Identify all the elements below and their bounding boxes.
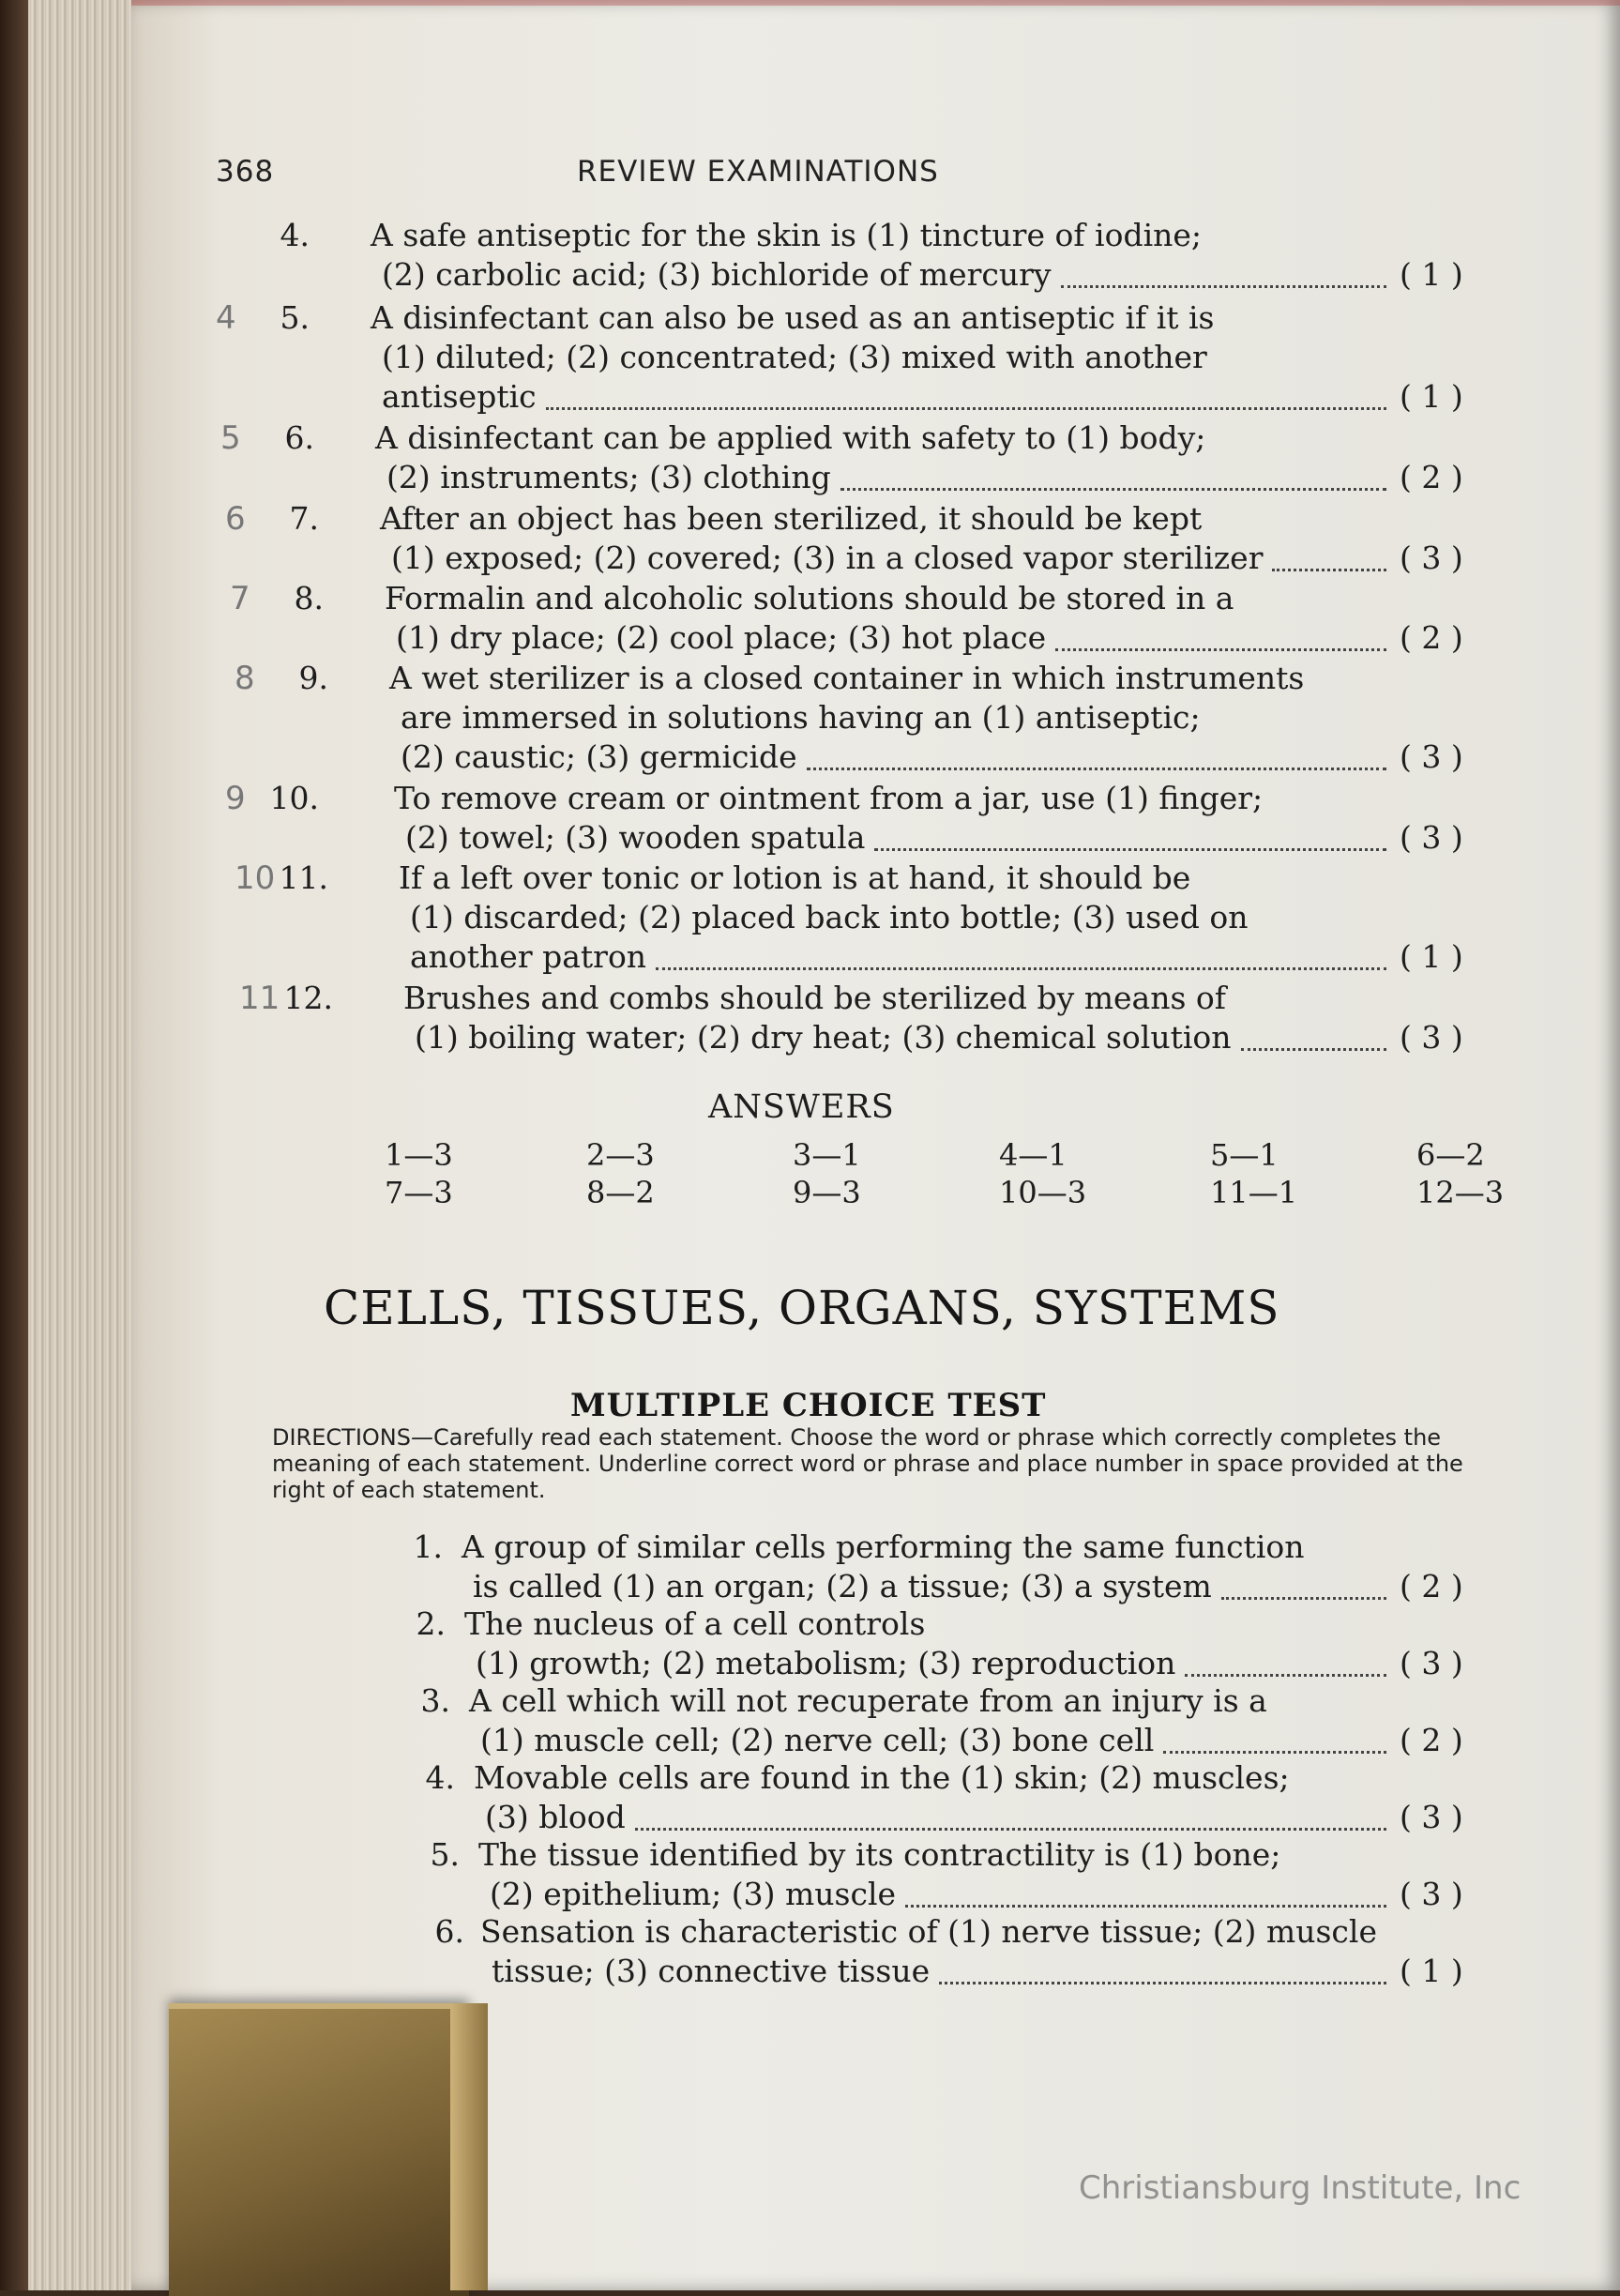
part1-question [0, 859, 1501, 977]
part1-question [0, 499, 1501, 578]
part1-question [0, 779, 1501, 858]
question-number: 4. [425, 1759, 455, 1796]
answer-key-item: 8—2 [586, 1175, 655, 1210]
book-clip-side [450, 2003, 488, 2290]
answer-key-item: 4—1 [999, 1137, 1067, 1173]
answer-blank: ( 1 ) [1400, 1953, 1463, 1989]
question-number: 5. [280, 299, 310, 336]
question-line: A disinfectant can be applied with safety to (1) body; [375, 419, 1206, 456]
answer-blank: ( 1 ) [1400, 938, 1463, 975]
leader-dots [546, 407, 1386, 410]
question-line: (2) caustic; (3) germicide [401, 738, 797, 775]
question-number: 7. [289, 500, 319, 537]
question-line: (1) discarded; (2) placed back into bottle; (3) used on [410, 899, 1249, 935]
answer-blank: ( 3 ) [1400, 738, 1463, 775]
handwritten-margin-number: 4 [216, 299, 236, 337]
question-line: Formalin and alcoholic solutions should be stored in a [385, 580, 1234, 616]
part1-question [0, 418, 1501, 497]
handwritten-margin-number: 6 [225, 500, 246, 538]
part2-question [0, 1912, 1501, 1991]
question-line: tissue; (3) connective tissue [492, 1953, 931, 1989]
part1-question [0, 579, 1501, 658]
question-line: (1) dry place; (2) cool place; (3) hot place [396, 619, 1047, 656]
question-line: (2) instruments; (3) clothing [386, 459, 831, 495]
handwritten-margin-number: 8 [235, 660, 255, 697]
question-number: 12. [283, 980, 333, 1016]
question-line: (1) exposed; (2) covered; (3) in a closed vapor sterilizer [391, 540, 1264, 576]
question-line: another patron [410, 938, 647, 975]
question-line: are immersed in solutions having an (1) antiseptic; [401, 699, 1201, 736]
question-line: (1) boiling water; (2) dry heat; (3) chemical solution [415, 1019, 1232, 1056]
answer-key-item: 11—1 [1210, 1175, 1298, 1210]
directions-text: DIRECTIONS—Carefully read each statement. Choose the word or phrase which correctly completes the meaning of each statement. Underline correct word or phrase and place number in space provided at the right of each statement. [272, 1424, 1463, 1503]
leader-dots [939, 1982, 1386, 1984]
question-line: (2) epithelium; (3) muscle [490, 1876, 897, 1912]
question-line: is called (1) an organ; (2) a tissue; (3) a system [473, 1568, 1212, 1604]
question-line: The nucleus of a cell controls [464, 1605, 926, 1642]
question-line: After an object has been sterilized, it should be kept [380, 500, 1203, 537]
answer-key-item: 7—3 [385, 1175, 453, 1210]
answer-key-item: 9—3 [793, 1175, 861, 1210]
answer-key-item: 3—1 [793, 1137, 861, 1173]
page-number: 368 [216, 155, 275, 189]
question-line: antiseptic [382, 378, 537, 415]
question-number: 6. [434, 1913, 464, 1950]
answer-key-item: 6—2 [1416, 1137, 1485, 1173]
question-line: A group of similar cells performing the same function [462, 1528, 1305, 1565]
leader-dots [656, 967, 1386, 970]
answer-blank: ( 3 ) [1400, 540, 1463, 576]
question-line: Sensation is characteristic of (1) nerve tissue; (2) muscle [480, 1913, 1377, 1950]
answer-blank: ( 1 ) [1400, 378, 1463, 415]
question-number: 8. [294, 580, 324, 616]
handwritten-margin-number: 11 [239, 980, 280, 1017]
answer-blank: ( 2 ) [1400, 619, 1463, 656]
part1-question [0, 298, 1501, 417]
answer-blank: ( 3 ) [1400, 819, 1463, 856]
answer-key-item: 5—1 [1210, 1137, 1279, 1173]
question-line: Brushes and combs should be sterilized by means of [403, 980, 1226, 1016]
question-number: 2. [416, 1605, 446, 1642]
part1-question [0, 216, 1501, 295]
leader-dots [1241, 1048, 1386, 1051]
handwritten-margin-number: 10 [235, 859, 276, 897]
leader-dots [1055, 648, 1386, 651]
leader-dots [840, 488, 1386, 491]
answer-key-item: 2—3 [586, 1137, 655, 1173]
answer-key-item: 1—3 [385, 1137, 453, 1173]
leader-dots [1221, 1597, 1386, 1600]
part2-question [0, 1604, 1501, 1683]
answer-key-item: 12—3 [1416, 1175, 1505, 1210]
part2-question [0, 1758, 1501, 1837]
answers-title: ANSWERS [708, 1088, 895, 1126]
question-line: (1) muscle cell; (2) nerve cell; (3) bone cell [480, 1722, 1155, 1758]
leader-dots [1185, 1674, 1386, 1677]
question-number: 4. [280, 217, 310, 253]
question-line: To remove cream or ointment from a jar, use (1) finger; [394, 780, 1264, 816]
answer-key-item: 10—3 [999, 1175, 1087, 1210]
part2-question [0, 1528, 1501, 1606]
answer-blank: ( 3 ) [1400, 1019, 1463, 1056]
answer-blank: ( 3 ) [1400, 1799, 1463, 1835]
answer-blank: ( 2 ) [1400, 1568, 1463, 1604]
leader-dots [635, 1828, 1386, 1831]
running-title: REVIEW EXAMINATIONS [577, 155, 939, 189]
part1-question [0, 659, 1501, 777]
part1-question [0, 979, 1501, 1057]
question-line: A wet sterilizer is a closed container in which instruments [389, 660, 1305, 696]
handwritten-margin-number: 5 [220, 419, 241, 457]
section-title: CELLS, TISSUES, ORGANS, SYSTEMS [324, 1281, 1280, 1335]
question-line: (1) diluted; (2) concentrated; (3) mixed with another [382, 339, 1207, 375]
answer-blank: ( 2 ) [1400, 459, 1463, 495]
question-line: A safe antiseptic for the skin is (1) tincture of iodine; [371, 217, 1203, 253]
question-line: A cell which will not recuperate from an injury is a [469, 1682, 1267, 1719]
answer-blank: ( 3 ) [1400, 1645, 1463, 1681]
handwritten-margin-number: 9 [225, 780, 246, 817]
test-title: MULTIPLE CHOICE TEST [570, 1387, 1047, 1424]
question-number: 10. [269, 780, 319, 816]
answer-blank: ( 2 ) [1400, 1722, 1463, 1758]
leader-dots [1163, 1751, 1386, 1754]
question-number: 5. [430, 1836, 460, 1873]
question-line: (1) growth; (2) metabolism; (3) reproduction [476, 1645, 1176, 1681]
book-clip [169, 2003, 469, 2296]
question-number: 11. [279, 859, 328, 896]
running-head [216, 155, 1248, 192]
question-number: 9. [298, 660, 328, 696]
question-number: 1. [413, 1528, 443, 1565]
watermark: Christiansburg Institute, Inc [1079, 2169, 1522, 2207]
answer-blank: ( 3 ) [1400, 1876, 1463, 1912]
question-line: (3) blood [485, 1799, 626, 1835]
question-number: 3. [420, 1682, 450, 1719]
question-line: (2) towel; (3) wooden spatula [405, 819, 866, 856]
answer-blank: ( 1 ) [1400, 256, 1463, 293]
leader-dots [905, 1905, 1386, 1908]
leader-dots [874, 848, 1386, 851]
question-line: The tissue identified by its contractility is (1) bone; [478, 1836, 1281, 1873]
leader-dots [1061, 285, 1386, 288]
question-number: 6. [284, 419, 314, 456]
question-line: Movable cells are found in the (1) skin; (2) muscles; [474, 1759, 1290, 1796]
leader-dots [1272, 569, 1386, 571]
question-line: If a left over tonic or lotion is at hand, it should be [399, 859, 1191, 896]
handwritten-margin-number: 7 [230, 580, 250, 617]
part2-question [0, 1835, 1501, 1914]
part2-question [0, 1681, 1501, 1760]
question-line: A disinfectant can also be used as an antiseptic if it is [371, 299, 1215, 336]
question-line: (2) carbolic acid; (3) bichloride of mercury [382, 256, 1052, 293]
leader-dots [807, 768, 1386, 770]
page-top-strip [131, 0, 1620, 6]
